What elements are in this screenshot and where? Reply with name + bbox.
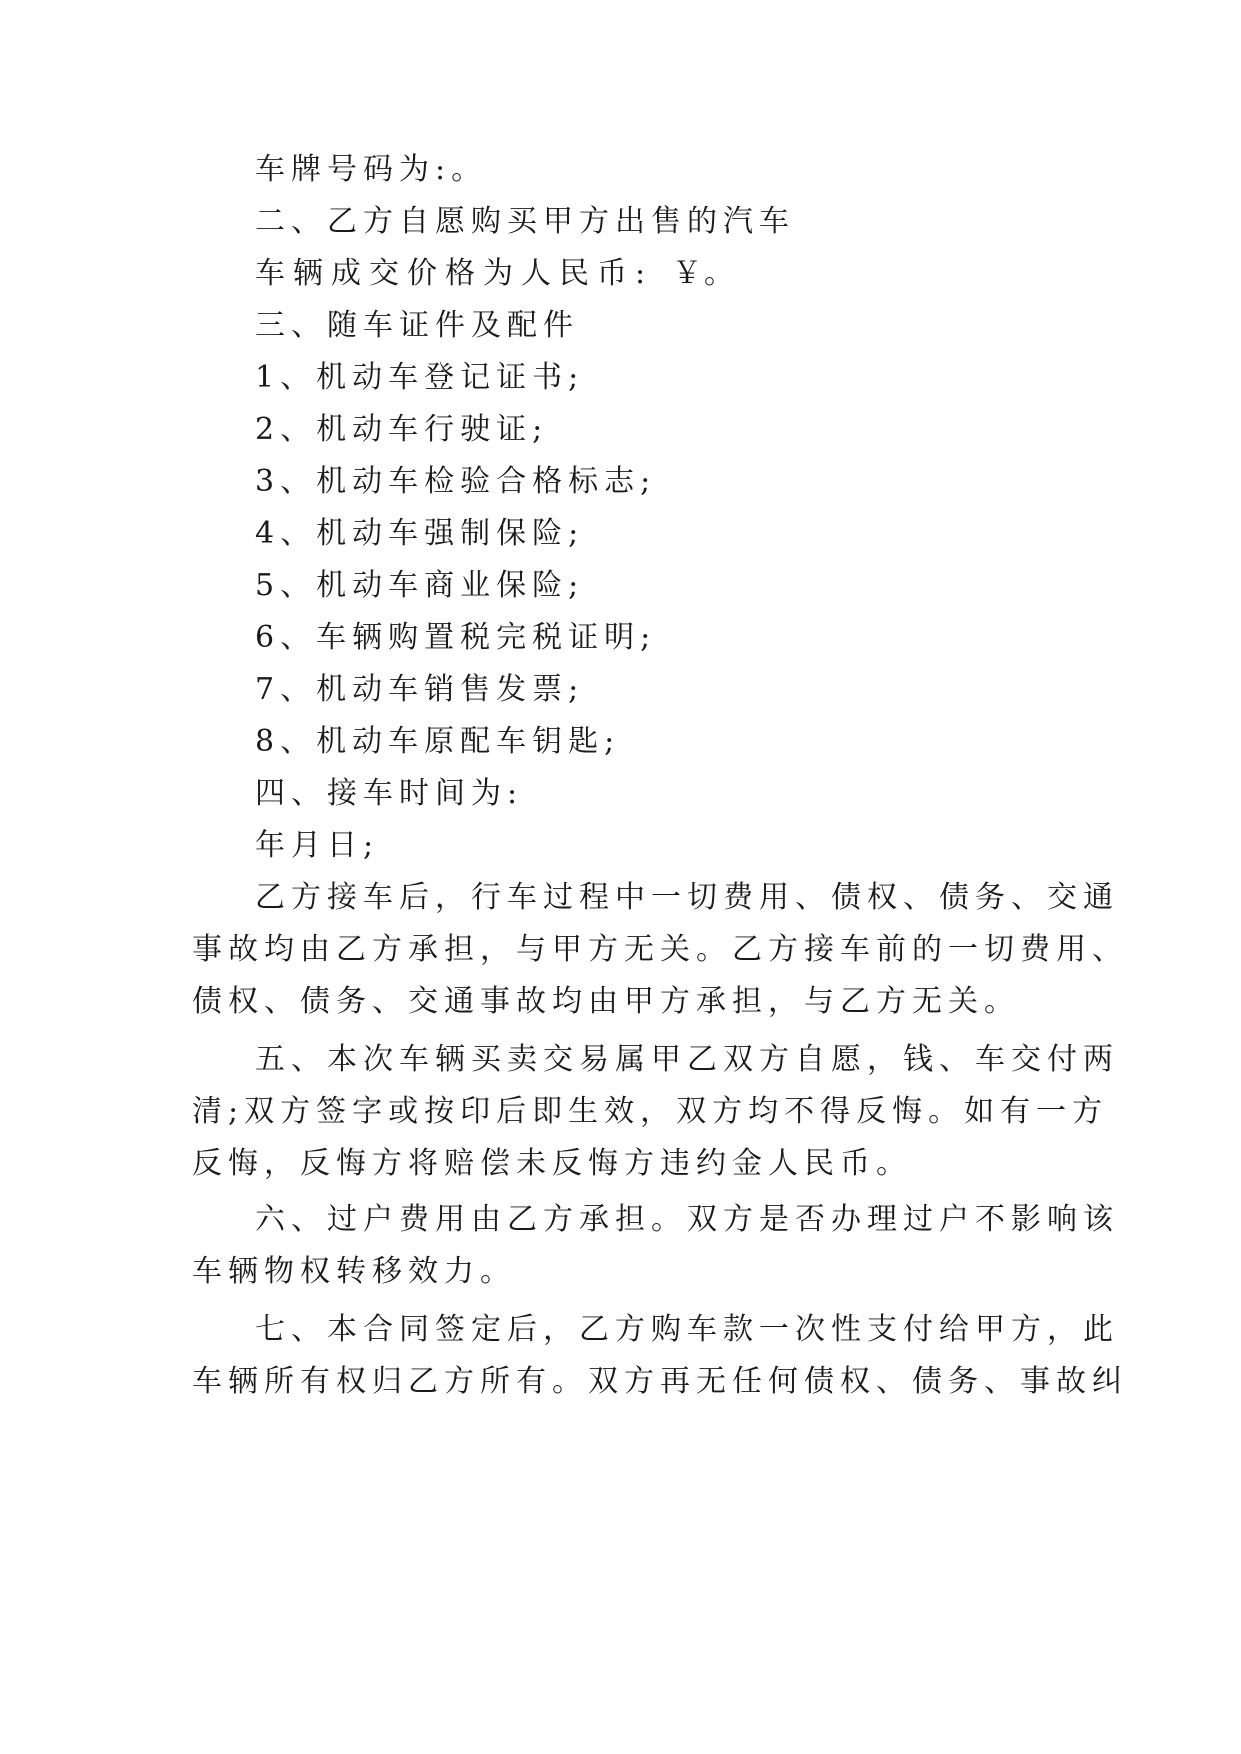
- list-item: 5、机动车商业保险;: [255, 568, 585, 603]
- paragraph-line: 车辆物权转移效力。: [192, 1254, 516, 1289]
- paragraph-line: 反悔，反悔方将赔偿未反悔方违约金人民币。: [192, 1146, 912, 1181]
- list-item: 2、机动车行驶证;: [255, 412, 549, 447]
- price-label: 车辆成交价格为人民币:: [255, 256, 654, 291]
- paragraph-line: 清;双方签字或按印后即生效，双方均不得反悔。如有一方: [192, 1094, 1109, 1129]
- clause-4-heading: 四、接车时间为:: [255, 776, 524, 811]
- paragraph-line: 车辆所有权归乙方所有。双方再无任何债权、债务、事故纠: [192, 1364, 1128, 1399]
- license-plate-line: 车牌号码为:。: [255, 152, 488, 187]
- clause-6-line: 六、过户费用由乙方承担。双方是否办理过户不影响该: [255, 1202, 1119, 1237]
- price-value: ￥。: [672, 256, 736, 291]
- paragraph-line: 债权、债务、交通事故均由甲方承担，与乙方无关。: [192, 984, 1020, 1019]
- list-item: 7、机动车销售发票;: [255, 672, 585, 707]
- paragraph-line: 事故均由乙方承担，与甲方无关。乙方接车前的一切费用、: [192, 932, 1128, 967]
- list-item: 3、机动车检验合格标志;: [255, 464, 657, 499]
- paragraph-line: 乙方接车后，行车过程中一切费用、债权、债务、交通: [255, 880, 1119, 915]
- clause-7-line: 七、本合同签定后，乙方购车款一次性支付给甲方，此: [255, 1312, 1119, 1347]
- list-item: 8、机动车原配车钥匙;: [255, 724, 621, 759]
- clause-2-heading: 二、乙方自愿购买甲方出售的汽车: [255, 204, 795, 239]
- clause-5-line: 五、本次车辆买卖交易属甲乙双方自愿，钱、车交付两: [255, 1042, 1119, 1077]
- list-item: 1、机动车登记证书;: [255, 360, 585, 395]
- list-item: 4、机动车强制保险;: [255, 516, 585, 551]
- list-item: 6、车辆购置税完税证明;: [255, 620, 657, 655]
- clause-3-heading: 三、随车证件及配件: [255, 308, 579, 343]
- pickup-date-line: 年月日;: [255, 828, 380, 863]
